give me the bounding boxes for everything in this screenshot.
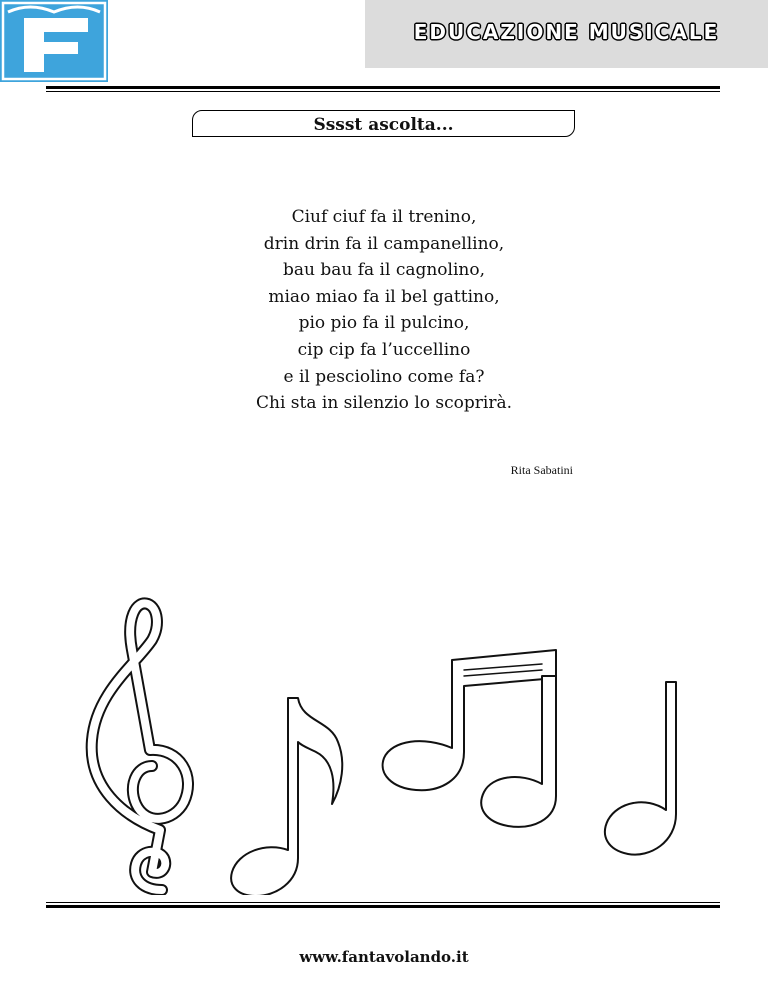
poem-author: Rita Sabatini — [510, 463, 573, 477]
page-title: Sssst ascolta... — [313, 115, 454, 135]
poem — [200, 204, 568, 417]
music-notes-illustration — [80, 590, 700, 895]
poem-line: e il pesciolino come fa? — [283, 366, 485, 387]
poem-line: miao miao fa il bel gattino, — [268, 286, 500, 307]
poem-line: Chi sta in silenzio lo scoprirà. — [256, 393, 512, 414]
top-rule-thin — [46, 91, 720, 92]
bottom-rule-thin — [46, 902, 720, 903]
top-rule — [46, 86, 720, 89]
fantavolando-logo-icon — [0, 0, 108, 82]
title-box — [192, 110, 575, 137]
poem-line: pio pio fa il pulcino, — [298, 313, 470, 334]
poem-line: bau bau fa il cagnolino, — [282, 260, 486, 281]
quarter-note-icon — [605, 682, 676, 855]
subject-title: EDUCAZIONE MUSICALE — [413, 20, 720, 44]
poem-line: cip cip fa l’uccellino — [297, 339, 471, 360]
subject-banner — [365, 0, 768, 68]
bottom-rule — [46, 905, 720, 908]
website-link[interactable]: www.fantavolando.it — [299, 948, 469, 966]
beamed-eighth-notes-icon — [383, 650, 556, 827]
poem-line: drin drin fa il campanellino, — [263, 233, 505, 254]
treble-clef-icon — [92, 603, 188, 890]
poem-line: Ciuf ciuf fa il trenino, — [291, 207, 477, 227]
eighth-note-icon — [231, 698, 342, 895]
